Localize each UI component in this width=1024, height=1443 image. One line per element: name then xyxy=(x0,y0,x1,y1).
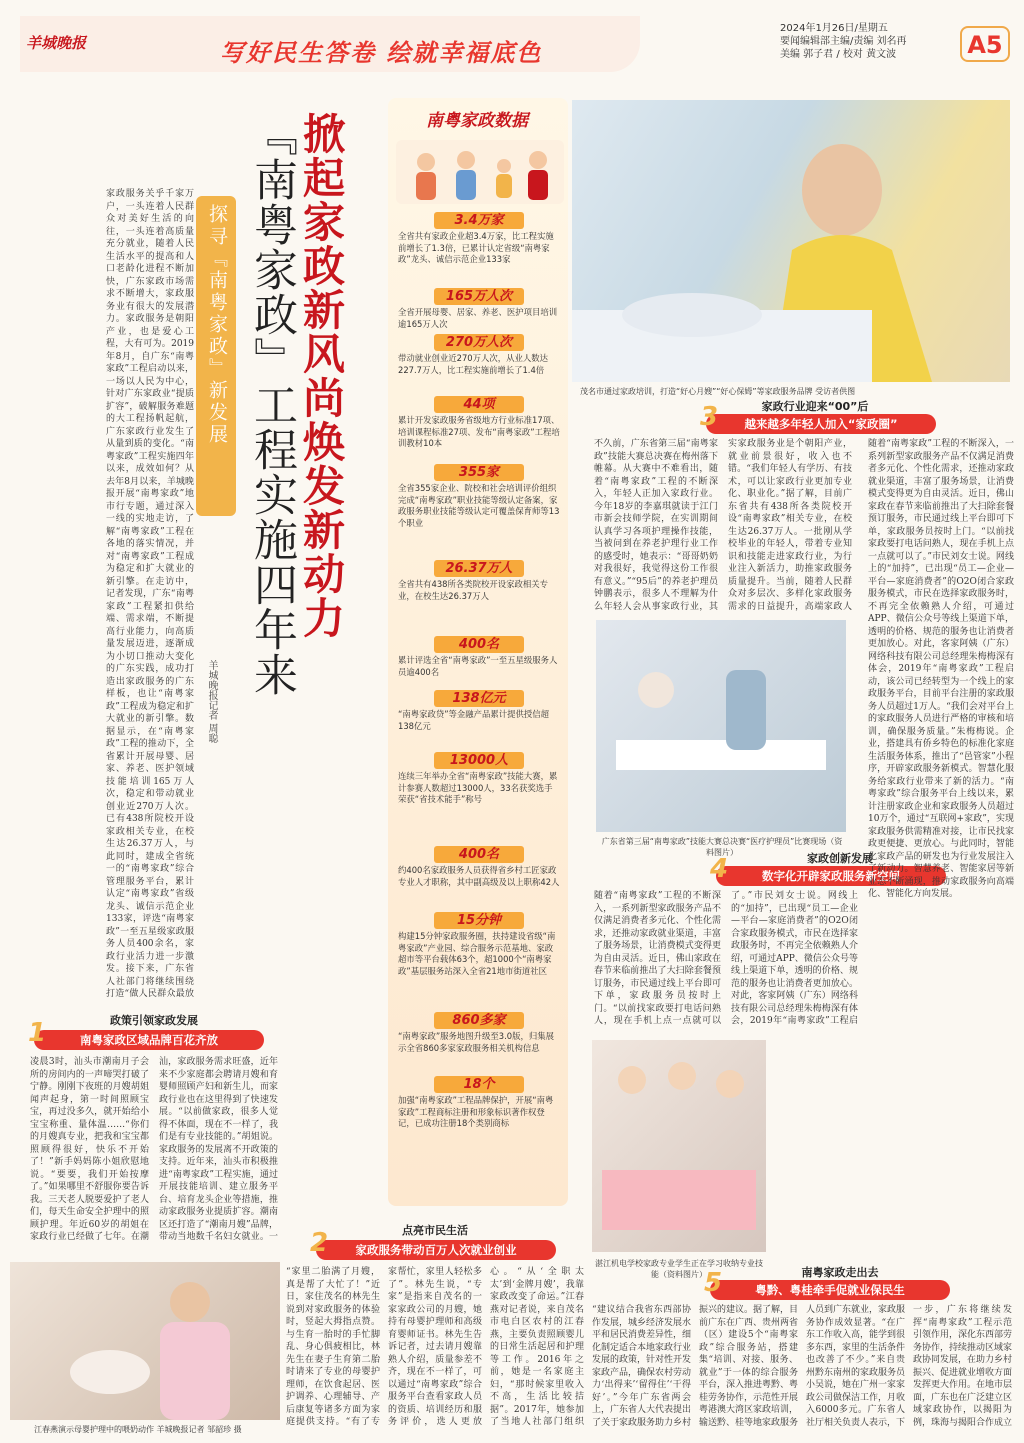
stat-item xyxy=(394,560,564,602)
stat-item xyxy=(394,288,564,330)
stat-number: 18个 xyxy=(434,1076,524,1093)
stat-number: 400名 xyxy=(434,846,524,863)
section-5-text: “建议结合我省东西部协作发展，城乡经济发展水平和居民消费差异性，细化制定适合本地家政行业发展的政策，针对性开发家政产品，确保农村劳动力‘出得来’‘留得住’‘干得好’。”今年广东省两会上，广东省人大代表提出了关于家政服务助力乡村振兴的建议。据了解，目前广东在广西、贵州两省（区）建设5个“南粤家政”综合服务站，搭建集“培训、对接、服务、就业”于一体的综合服务平台，深入推进粤黔、粤桂劳务协作，示范性开展粤港澳大湾区家政培训，输送黔、桂等地家政服务人员到广东就业，家政服务协作成效显著。“在广东工作收入高，能学到很多东西，家里的生活条件也改善了不少。”来自贵州黔东南州的家政服务员小吴说，她在广州一家家政公司做保洁工作，月收入6000多元。广东省人社厅相关负责人表示，下一步，广东将继续发挥“南粤家政”工程示范引领作用，深化东西部劳务协作，持续推动区域家政协同发展，在助力乡村振兴、促进就业增收方面发挥更大作用。在地市层面，广东也在广泛建立区域家政协作，以揭阳为例，珠海与揭阳合作成立 xyxy=(592,1305,1012,1428)
stat-item xyxy=(394,846,564,888)
mother-baby-icon xyxy=(10,1262,280,1420)
stat-number: 860多家 xyxy=(434,1012,524,1029)
section-4-text: 随着“南粤家政”工程的不断深入，一系列新型家政服务产品不仅满足消费者多元化、个性化需求，还推动家政就业渠道，丰富了服务场景，让消费模式变得更为自由灵活。近日，佛山家政在春节来临前推出了大扫除套餐预订服务，市民通过线上平台即可下单，家政服务员按时上门。“以前找家政要打电话问熟人，现在手机上点一点就可以了。”市民刘女士说。网线上的“加持”，已出现“员工—企业—平台—家庭消费者”的O2O闭合家政服务模式，市民在选择家政服务时，不再完全依赖熟人介绍，可通过APP、微信公众号等线上渠道下单，透明的价格、规范的服务也让消费者更加放心。对此，客家阿姨（广东）网络科技有限公司总经理朱梅梅深有体会，2019年“南粤家政”工程启 xyxy=(594,891,858,1026)
newspaper-logo: 羊城晚报 xyxy=(26,34,87,52)
section-3-kicker: 家政行业迎来“00”后 xyxy=(761,400,869,413)
slogan: 写好民生答卷 绘就幸福底色 xyxy=(220,39,543,67)
section-4-heading: 数字化开辟家政服务新空间 xyxy=(762,869,900,883)
section-4-number: 4 xyxy=(710,854,729,884)
design-line: 美编 郭子君 / 校对 黄文波 xyxy=(780,49,897,60)
section-3-number: 3 xyxy=(700,402,719,432)
students-icon xyxy=(592,1040,766,1252)
stat-number: 355家 xyxy=(434,464,524,481)
people-illustration xyxy=(396,140,564,204)
stat-item xyxy=(394,396,564,450)
hospital-bed-icon xyxy=(596,620,846,832)
section-1-heading: 南粤家政区域品牌百花齐放 xyxy=(80,1033,218,1047)
section-4-kicker: 家政创新发展 xyxy=(807,852,873,865)
photo-competition xyxy=(596,620,846,832)
stat-description: 累计开发家政服务省级地方行业标准17项、培训课程标准27项、发布“南粤家政”工程培训教材10本 xyxy=(398,415,560,448)
section-3-text: 不久前，广东省第三届“南粤家政”技能大赛总决赛在梅州落下帷幕。从大赛中不难看出，随着“南粤家政”工程的不断深入，年轻人正加入家政行业。今年18岁的李嘉琪就读于江门市新会技师学院，在实训期间认真学习各项护理操作技能，当被问到在养老护理行业工作的感受时，她表示：“哥哥奶奶对我很好，我觉得这份工作很有意义。”“95后”的养老护理员钟鹏表示，很多人不理解为什么年轻人会从事家政行业，其实家政服务业是个朝阳产业，就业前景很好，收入也不错。“我们年轻人有学历、有技术，可以让家政行业更加专业化、职业化。”据了解，目前广东省共有438所各类院校开设“南粤家政”相关专业，在校生达26.37万人。一批刚从学校毕业的年轻人，带着专业知识和技能走进家政行业，为行业注入新活力，助推家政服务质量提升。当前，随着人民群众对多层次、多样化家政服务需求的日益提升，高端家政人 xyxy=(594,439,852,612)
caption-mid: 广东省第三届“南粤家政”技能大赛总决赛“医疗护理员”比赛现场（资料图片） xyxy=(601,837,843,857)
section-2-number: 2 xyxy=(310,1228,329,1258)
family-illustration-icon xyxy=(396,140,564,204)
caption-baby: 江春燕演示母婴护理中的喂奶动作 羊城晚报记者 邹韶珍 摄 xyxy=(34,1425,242,1434)
stat-number: 26.37万人 xyxy=(434,560,524,577)
section-5-number: 5 xyxy=(704,1268,723,1298)
stat-item xyxy=(394,1012,564,1054)
stat-description: 全省355家企业、院校和社会培训评价组织完成“南粤家政”职业技能等级认定备案，家政服务职业技能等级认定可覆盖保育师等13个职业 xyxy=(398,483,560,528)
stat-description: “南粤家政”服务地图升级至3.0版，归集展示全省860多家家政服务相关机构信息 xyxy=(398,1031,554,1053)
section-5-heading: 粤黔、粤桂牵手促就业保民生 xyxy=(755,1283,905,1297)
section-3-4-side-text: 随着“南粤家政”工程的不断深入，一系列新型家政服务产品不仅满足消费者多元化、个性化需求，还推动家政就业渠道，丰富了服务场景，让消费模式变得更为自由灵活。近日，佛山家政在春节来临前推出了大扫除套餐预订服务，市民通过线上平台即可下单，家政服务员按时上门。“以前找家政要打电话问熟人，现在手机上点一点就可以了。”市民刘女士说。网线上的“加持”，已出现“员工—企业—平台—家庭消费者”的O2O闭合家政服务模式，市民在选择家政服务时，不再完全依赖熟人介绍，可通过APP、微信公众号等线上渠道下单，透明的价格、规范的服务也让消费者更加放心。对此，客家阿姨（广东）网络科技有限公司总经理朱梅梅深有体会，2019年“南粤家政”工程启动，该公司已经转型为一个线上的家政服务平台，目前平台注册的家政服务人员超过1万人。“我们会对平台上的家政服务人员进行严格的审核和培训，确保服务质量。”朱梅梅说。企业，搭建具有侨乡特色的标准化家庭生活服务体系，推出了“邑管家”小程序，开辟家政服务新模式。智慧化服务给家政行业带来了新的活力。“南粤家政”综合服务平台上线以来，累计注册家政企业和家政服务人员超过10万个，通过“互联网+家政”，实现家政服务供需精准对接，让市民找家政更便捷、更放心。与此同时，智能化家政产品的研发也为行业发展注入了新动力。智慧养老、智能家居等新业态不断涌现，推动家政服务向高端化、智能化方向发展。 xyxy=(868,439,1014,899)
stat-number: 165万人次 xyxy=(434,288,524,305)
caption-kids: 湛江机电学校家政专业学生正在学习收纳专业技能（资料图片） xyxy=(595,1259,763,1279)
nurse-photo-icon xyxy=(572,100,1010,382)
stat-description: 全省共有438所各类院校开设家政相关专业，在校生达26.37万人 xyxy=(398,579,548,601)
stat-description: 全省共有家政企业超3.4万家，比工程实施前增长了1.3倍，已累计认定省级“南粤家政”龙头、诚信示范企业133家 xyxy=(398,231,554,264)
stat-item xyxy=(394,334,564,376)
stat-item xyxy=(394,912,564,977)
stat-description: 全省开展母婴、居家、养老、医护项目培训逾165万人次 xyxy=(398,307,558,329)
editor-line: 要闻编辑部主编/责编 刘名再 xyxy=(780,36,907,47)
section-1-number: 1 xyxy=(28,1018,47,1048)
stat-description: 约400名家政服务人员获得省乡村工匠家政专业人才职称，其中副高级及以上职称42人 xyxy=(398,865,560,887)
stat-item xyxy=(394,1076,564,1130)
issue-date: 2024年1月26日/星期五 xyxy=(780,23,888,34)
photo-students xyxy=(592,1040,766,1252)
caption-top: 茂名市通过家政培训，打造“好心月嫂”“好心保姆”等家政服务品牌 受访者供图 xyxy=(580,387,856,396)
stat-item xyxy=(394,752,564,806)
section-2-text: “家里二胎满了月嫂，真是帮了大忙了！”近日，家住茂名的林先生说到对家政服务的体验时，竖起大拇指点赞。与生育一胎时的手忙脚乱、身心俱疲相比，林先生在妻子生育第二胎时请来了专业的母婴护理师，在饮食起居、医护调养、心理辅导、产后康复等诸多方面为家庭提供支持。“有了专家帮忙，家里人轻松多了”。林先生说，“专家”是指来自茂名的一家家政公司的月嫂，她持有母婴护理师和高级育婴师证书。林先生告诉记者，过去请月嫂靠熟人介绍，质量参差不齐，现在不一样了，可以通过“南粤家政”综合服务平台查看家政人员的资质、培训经历和服务评价，选人更放心。“从‘全职太太’到‘金牌月嫂’，我靠家政改变了命运。”江春燕对记者说，来自茂名市电白区农村的江春燕，主要负责照顾婴儿的日常生活起居和护理等工作。2016年之前，她是一名家庭主妇，“那时候家里收入不高，生活比较拮据”。2017年，她参加了当地人社部门组织 xyxy=(286,1267,584,1427)
photo-nanny-training xyxy=(572,100,1010,382)
stat-number: 44项 xyxy=(434,396,524,413)
stat-item xyxy=(394,212,564,266)
section-1-text: 凌晨3时，汕头市潮南月子会所的房间内的一声啼哭打破了宁静。刚刚下夜班的月嫂胡姐闻声起身，第一时间照顾宝宝，再过没多久，就开始给小宝宝称重、量体温……“你们的月嫂真专业，把我和宝宝都照顾得很好，快乐不开始了！”新手妈妈陈小姐欣慰地说。“要要，我们开始按摩了。”如果哪里不舒服你要告诉我。三天老人脱要爱护了老人们，每天生命安全护理中的照顾护理。年近60岁的胡姐在家政行业已经做了七年。在潮汕，家政服务需求旺盛，近年来不少家庭都会聘请月嫂和育婴师照顾产妇和新生儿，而家政行业也在这里得到了快速发展。“以前做家政，很多人觉得不体面，现在不一样了，我们是有专业技能的。”胡姐说。家政服务的发展离不开政策的支持。近年来，汕头市积极推进“南粤家政”工程实施，通过开展技能培训、建立服务平台、培育龙头企业等措施，推动家政服务业提质扩容。潮南区还打造了“潮南月嫂”品牌，带动当地数千名妇女就业。一 xyxy=(30,1057,278,1242)
data-panel-title: 南粤家政数据 xyxy=(426,111,528,131)
stat-number: 3.4万家 xyxy=(434,212,524,229)
section-2-heading: 家政服务带动百万人次就业创业 xyxy=(355,1243,517,1257)
stat-number: 13000人 xyxy=(434,752,524,769)
subtitle-text: 探寻『南粤家政』新发展 xyxy=(206,204,228,446)
stat-description: 加强“南粤家政”工程品牌保护，开展“南粤家政”工程商标注册和形象标识著作权登记，已成功注册18个类别商标 xyxy=(398,1095,554,1128)
stat-number: 15分钟 xyxy=(434,912,524,929)
stat-description: 构建15分钟家政服务圈，扶持建设省级“南粤家政”产业园、综合服务示范基地、家政超市等平台载体63个，超1000个“南粤家政”基层服务站深入全省21地市街道社区 xyxy=(398,931,556,976)
stat-number: 270万人次 xyxy=(434,334,524,351)
title-secondary: 『南粤家政』工程实施四年来 xyxy=(246,112,297,697)
photo-baby-care xyxy=(10,1262,280,1420)
stat-description: 连续三年举办全省“南粤家政”技能大赛，累计参赛人数超过13000人，33名获奖选手荣获“省技术能手”称号 xyxy=(398,771,558,804)
stat-description: 累计评选全省“南粤家政”一至五星级服务人员逾400名 xyxy=(398,655,558,677)
stat-description: 带动就业创业近270万人次，从业人数达227.7万人，比工程实施前增长了1.4倍 xyxy=(398,353,548,375)
stat-number: 400名 xyxy=(434,636,524,653)
stat-item xyxy=(394,464,564,529)
title-main: 掀起家政新风尚焕发新动力 xyxy=(297,112,346,640)
section-5-kicker: 南粤家政走出去 xyxy=(801,1266,879,1279)
stat-number: 138亿元 xyxy=(434,690,524,707)
page-number: A5 xyxy=(960,26,1010,62)
section-1-kicker: 政策引领家政发展 xyxy=(110,1014,198,1027)
byline: 羊城晚报记者 周聪 xyxy=(206,660,217,744)
section-2-kicker: 点亮市民生活 xyxy=(402,1224,468,1237)
intro-text: 家政服务关乎千家万户，一头连着人民群众对美好生活的向往，一头连着高质量充分就业，随着人民生活水平的提高和人口老龄化进程不断加快，广东家政市场需求不断增大，家政服务业有很大的发展潜力。家政服务是朝阳产业，也是爱心工程，大有可为。2019年8月，自广东“南粤家政”工程启动以来，一场以人民为中心，针对广东家政业“提质扩容”，破解服务难题的大工程扬帆起航，广东家政行业发生了从量到质的变化。“南粤家政”工程实施四年以来，成效如何？从去年8月以来，羊城晚报开展“南粤家政”地市行专题，通过深入一线的实地走访，了解“南粤家政”工程在各地的落实情况，并对“南粤家政”工程成为稳定和扩大就业的新引擎。在走访中，记者发现，广东“南粤家政”工程紧扣供给端、需求端，不断提高行业能力，向高质量发展迈进，逐渐成为小切口推动大变化的广东实践，成功打造出家政服务的广东样板，也让“南粤家政”工程成为稳定和扩大就业的新引擎。数据显示，在“南粤家政”工程的推动下，全省累计开展母婴、居家、养老、医护领域技能培训165万人次，稳定和带动就业创业近270万人次。已有438所院校开设家政相关专业，在校生达26.37万人，与此同时，建成全省统一的“南粤家政”综合管理服务平台，累计认定“南粤家政”省级龙头、诚信示范企业133家，评选“南粤家政”一至五星级家政服务人员400余名，家政行业活力进一步激发。接下来，广东省人社部门将继续围绕打造“做人民群众最放 xyxy=(106,189,194,998)
header-meta xyxy=(780,22,907,61)
stat-item xyxy=(394,690,564,732)
stat-item xyxy=(394,636,564,678)
stat-description: “南粤家政贷”等金融产品累计提供授信超138亿元 xyxy=(398,709,550,731)
subtitle-strip xyxy=(196,196,236,516)
section-3-heading: 越来越多年轻人加入“家政圈” xyxy=(744,417,898,431)
